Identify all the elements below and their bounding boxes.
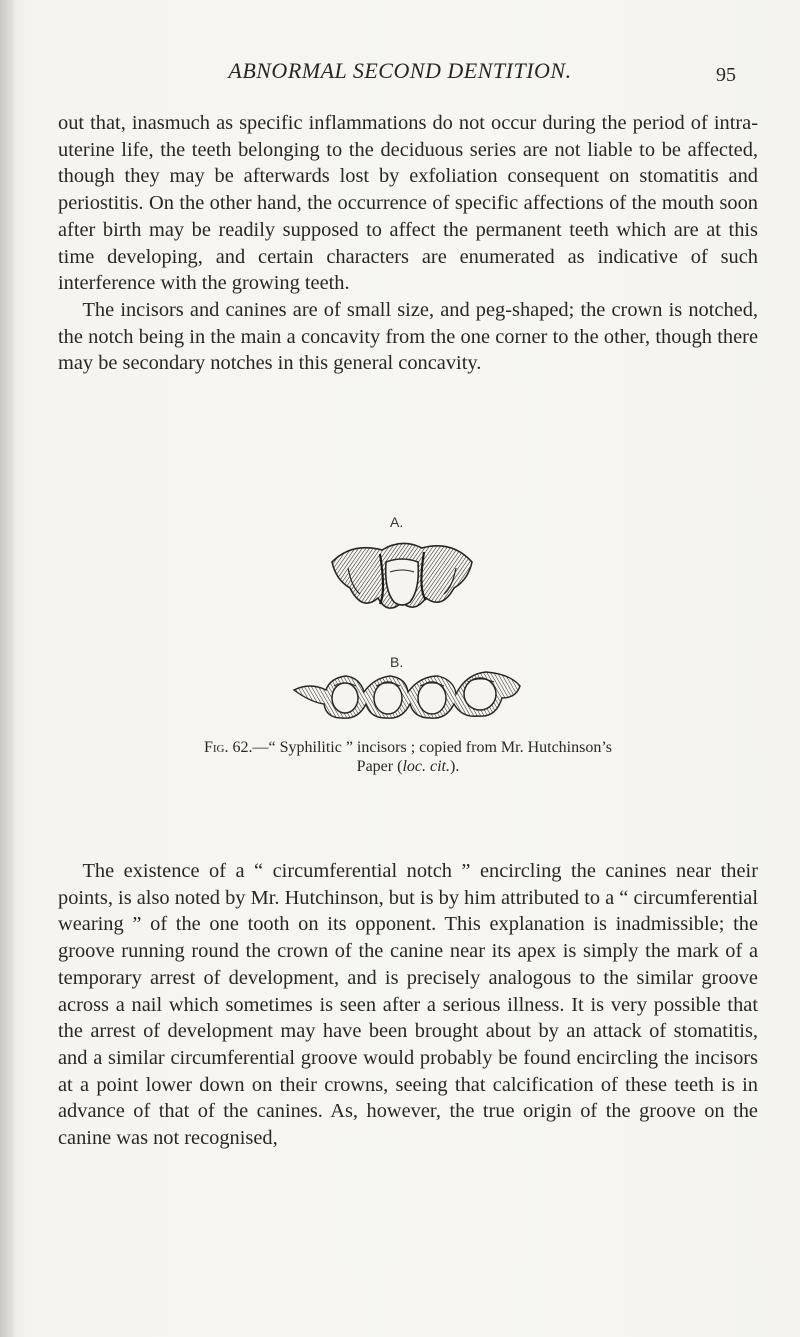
figure-caption-line2	[58, 757, 758, 776]
figure-caption-text: —“ Syphilitic ” incisors ; copied from Mr. Hutchinson’s	[252, 739, 613, 756]
figure-caption-tag: Fig. 62.	[203, 739, 253, 756]
running-head: ABNORMAL SECOND DENTITION.	[228, 58, 572, 83]
figure-caption-line2-post: ).	[449, 758, 460, 775]
body-paragraphs-top	[58, 110, 758, 377]
syphilitic-incisors-illustration-b	[290, 668, 530, 724]
figure-caption-line2-pre: Paper (	[356, 758, 403, 775]
figure-label-a: A.	[390, 514, 404, 530]
paragraph-circumferential-notch: The existence of a “ circumferential notch ” encircling the canines near their points, is also noted by Mr. Hutchinson, but is by him attributed to a “ circumferential wearing ” of the one tooth on its opponent. This explanation is inadmissible; the groove running round the crown of the canine near its apex is simply the mark of a temporary arrest of development, and is precisely analogous to the similar groove across a nail which sometimes is seen after a serious illness. It is very possible that the arrest of development may have been brought about by an attack of stomatitis, and a similar circumferential groove would probably be found encircling the incisors at a point lower down on their crowns, seeing that calcification of these teeth is in advance of that of the canines. As, however, the true origin of the groove on the canine was not recognised,	[58, 860, 758, 1150]
page-number: 95	[716, 64, 736, 86]
paragraph-incisors: The incisors and canines are of small size, and peg-shaped; the crown is notched, the notch being in the main a concavity from the one corner to the other, though there may be secondary notches in this general concavity.	[58, 298, 758, 375]
page-spine-shadow	[0, 0, 14, 1337]
paragraph-continuation: out that, inasmuch as specific inflammations do not occur during the period of intra-uterine life, the teeth belonging to the deciduous series are not liable to be affected, though they may be afterwards lost by exfoliation consequent on stomatitis and periostitis. On the other hand, the occurrence of specific affections of the mouth soon after birth may be readily supposed to affect the permanent teeth which are at this time developing, and certain characters are enumerated as indicative of such interference with the growing teeth.	[58, 112, 758, 295]
figure-caption	[58, 738, 758, 776]
figure-caption-citation: loc. cit.	[402, 758, 450, 775]
syphilitic-incisors-illustration-a	[322, 532, 482, 620]
figure-label-b: B.	[390, 654, 404, 670]
